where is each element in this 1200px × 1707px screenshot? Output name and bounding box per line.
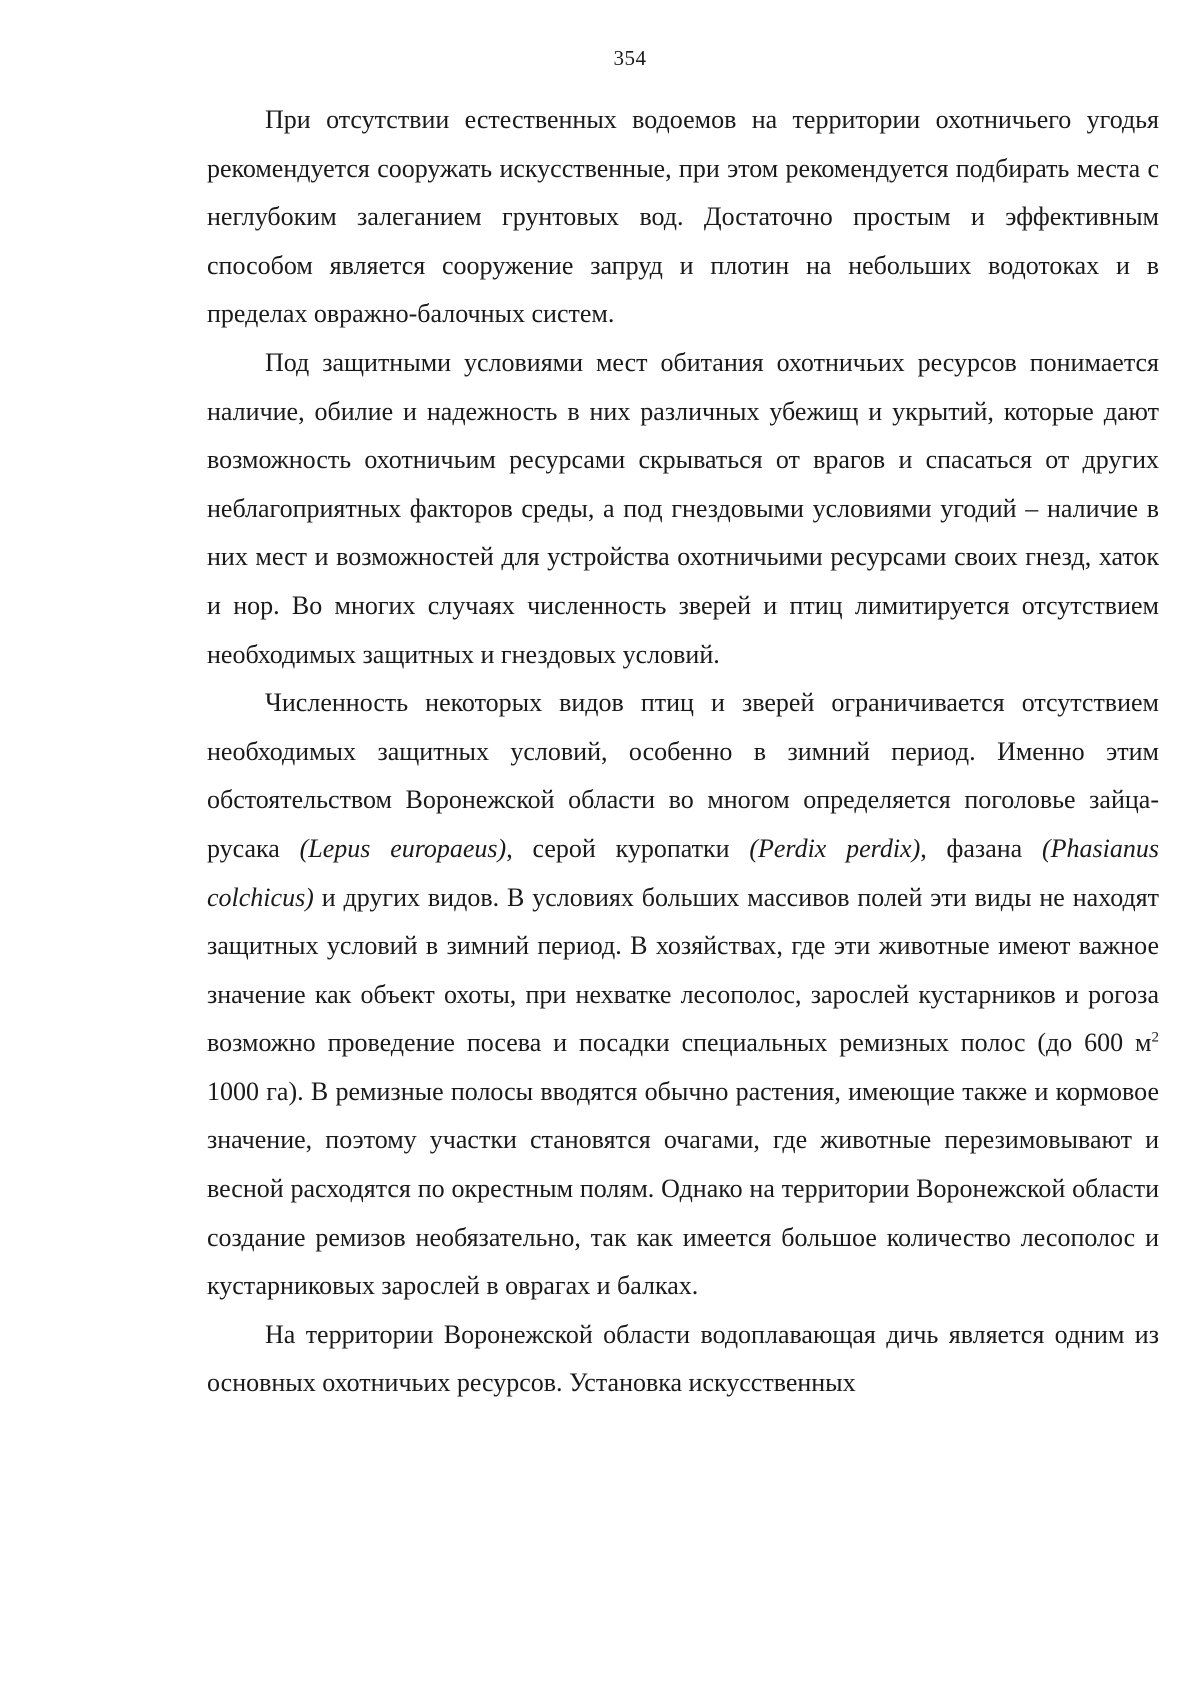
superscript: 2 [1151, 1029, 1159, 1046]
text-segment: Численность некоторых видов птиц и зверей ограничивается отсутствием необходимых защитных условий, особенно в зимний период. Именно этим обстоятельством Воронежской области во многом определяется поголовье зайца-русака [207, 688, 1159, 863]
latin-species-name: (Perdix perdix) [749, 833, 921, 863]
paragraph [207, 1311, 1159, 1408]
paragraph [207, 339, 1159, 679]
latin-species-name: (Lepus europaeus) [299, 833, 507, 863]
paragraph [207, 96, 1159, 339]
text-segment: При отсутствии естественных водоемов на территории охотничьего угодья рекомендуется сооружать искусственные, при этом рекомендуется подбирать места с неглубоким залеганием грунтовых вод. Достаточно простым и эффективным способом является сооружение запруд и плотин на небольших водотоках и в пределах овражно-балочных систем. [207, 105, 1159, 329]
text-segment: , фазана [920, 833, 1042, 863]
text-segment: На территории Воронежской области водоплавающая дичь является одним из основных охотничьих ресурсов. Установка искусственных [207, 1319, 1159, 1398]
latin-species-name: (Phasianus colchicus) [207, 833, 1159, 912]
text-segment: и других видов. В условиях больших массивов полей эти виды не находят защитных условий в зимний период. В хозяйствах, где эти животные имеют важное значение как объект охоты, при нехватке лесополос, зарослей кустарников и рогоза возможно проведение посева и посадки специальных ремизных полос (до 600 м [207, 882, 1159, 1058]
page-number: 354 [613, 46, 647, 70]
text-segment: 1000 га). В ремизные полосы вводятся обычно растения, имеющие также и кормовое значение, поэтому участки становятся очагами, где животные перезимовывают и весной расходятся по окрестным полям. Однако на территории Воронежской области создание ремизов необязательно, так как имеется большое количество лесополос и кустарниковых зарослей в оврагах и балках. [207, 1076, 1159, 1301]
text-segment: , серой куропатки [506, 833, 750, 863]
paragraph [207, 679, 1159, 1311]
text-segment: Под защитными условиями мест обитания охотничьих ресурсов понимается наличие, обилие и надежность в них различных убежищ и укрытий, которые дают возможность охотничьим ресурсами скрываться от врагов и спасаться от других неблагоприятных факторов среды, а под гнездовыми условиями угодий – наличие в них мест и возможностей для устройства охотничьими ресурсами своих гнезд, хаток и нор. Во многих случаях численность зверей и птиц лимитируется отсутствием необходимых защитных и гнездовых условий. [207, 347, 1159, 669]
document-body [207, 96, 1159, 1408]
